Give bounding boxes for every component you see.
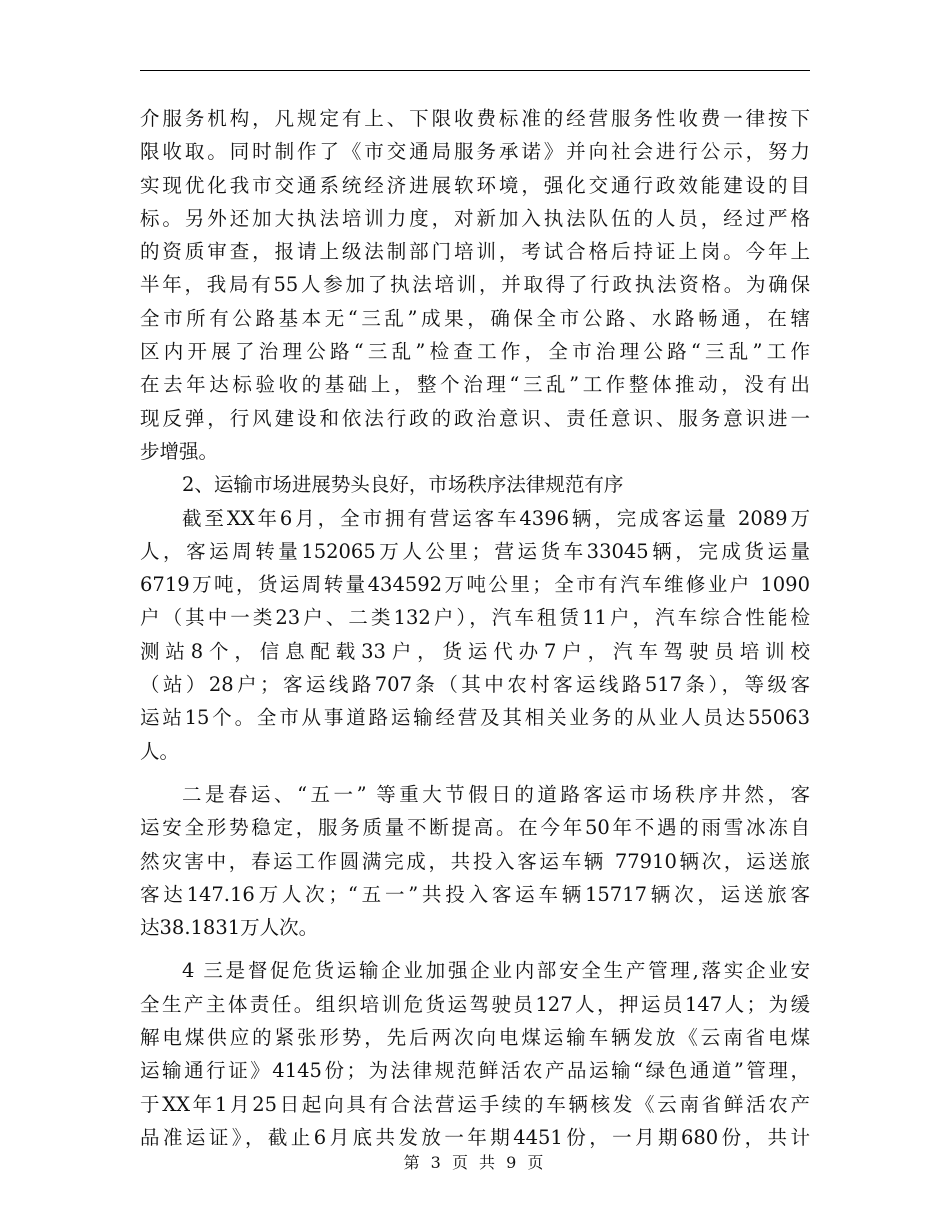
text-line: 户（其中一类23户、二类132户），汽车租赁11户，汽车综合性能检	[140, 606, 810, 630]
text-line: 测站8个，信息配载33户，货运代办7户，汽车驾驶员培训校	[140, 639, 810, 663]
text-line: 实现优化我市交通系统经济进展软环境，强化交通行政效能建设的目	[140, 173, 810, 197]
text-line: 步增强。	[140, 439, 219, 463]
page-footer: 第 3 页 共 9 页	[403, 1153, 547, 1172]
text-line: 6719万吨，货运周转量434592万吨公里；全市有汽车维修业户 1090	[140, 573, 810, 597]
text-line: 二是春运、“五一” 等重大节假日的道路客运市场秩序井然，客	[182, 782, 810, 806]
text-line: 的资质审查，报请上级法制部门培训，考试合格后持证上岗。今年上	[140, 240, 810, 264]
text-line: 达38.1831万人次。	[140, 916, 319, 940]
paragraph-1	[140, 102, 810, 468]
text-line: 介服务机构，凡规定有上、下限收费标准的经营服务性收费一律按下	[140, 107, 810, 130]
text-line: 品准运证》，截止6月底共发放一年期4451份，一月期680份，共计	[140, 1125, 810, 1149]
text-line: 然灾害中，春运工作圆满完成，共投入客运车辆 77910辆次，运送旅	[140, 849, 810, 873]
text-line: 4 三是督促危货运输企业加强企业内部安全生产管理,落实企业安	[182, 959, 810, 983]
text-line: （站）28户；客运线路707条（其中农村客运线路517条），等级客	[140, 673, 810, 697]
text-line: 截至XX年6月，全市拥有营运客车4396辆，完成客运量 2089万	[182, 506, 810, 530]
paragraph-gap	[140, 768, 810, 778]
paragraph-gap	[140, 944, 810, 954]
text-line: 全市所有公路基本无“三乱”成果，确保全市公路、水路畅通，在辖	[140, 306, 810, 330]
text-line: 全生产主体责任。组织培训危货运驾驶员127人，押运员147人；为缓	[140, 992, 810, 1016]
text-line: 限收取。同时制作了《市交通局服务承诺》并向社会进行公示，努力	[140, 140, 810, 164]
heading-line: 2、运输市场进展势头良好，市场秩序法律规范有序	[182, 473, 624, 497]
paragraph-4	[140, 954, 810, 1154]
text-line: 运安全形势稳定，服务质量不断提高。在今年50年不遇的雨雪冰冻自	[140, 816, 810, 840]
text-line: 运站15个。全市从事道路运输经营及其相关业务的从业人员达55063	[140, 706, 810, 730]
section-heading	[140, 468, 810, 501]
paragraph-3	[140, 778, 810, 944]
text-line: 运输通行证》4145份；为法律规范鲜活农产品运输“绿色通道”管理，	[140, 1059, 810, 1083]
header-rule	[140, 70, 810, 71]
text-line: 标。另外还加大执法培训力度，对新加入执法队伍的人员，经过严格	[140, 206, 810, 230]
document-body	[140, 102, 810, 1154]
text-line: 在去年达标验收的基础上，整个治理“三乱”工作整体推动，没有出	[140, 373, 810, 397]
text-line: 解电煤供应的紧张形势，先后两次向电煤运输车辆发放《云南省电煤	[140, 1026, 810, 1050]
text-line: 现反弹，行风建设和依法行政的政治意识、责任意识、服务意识进一	[140, 406, 810, 430]
paragraph-2	[140, 502, 810, 768]
text-line: 客达147.16万人次；“五一”共投入客运车辆15717辆次，运送旅客	[140, 882, 810, 906]
text-line: 于XX年1月25日起向具有合法营运手续的车辆核发《云南省鲜活农产	[140, 1092, 810, 1116]
text-line: 区内开展了治理公路“三乱”检查工作，全市治理公路“三乱”工作	[140, 340, 810, 364]
text-line: 人。	[140, 739, 180, 763]
text-line: 半年，我局有55人参加了执法培训，并取得了行政执法资格。为确保	[140, 273, 810, 297]
text-line: 人，客运周转量152065万人公里；营运货车33045辆，完成货运量	[140, 539, 810, 563]
